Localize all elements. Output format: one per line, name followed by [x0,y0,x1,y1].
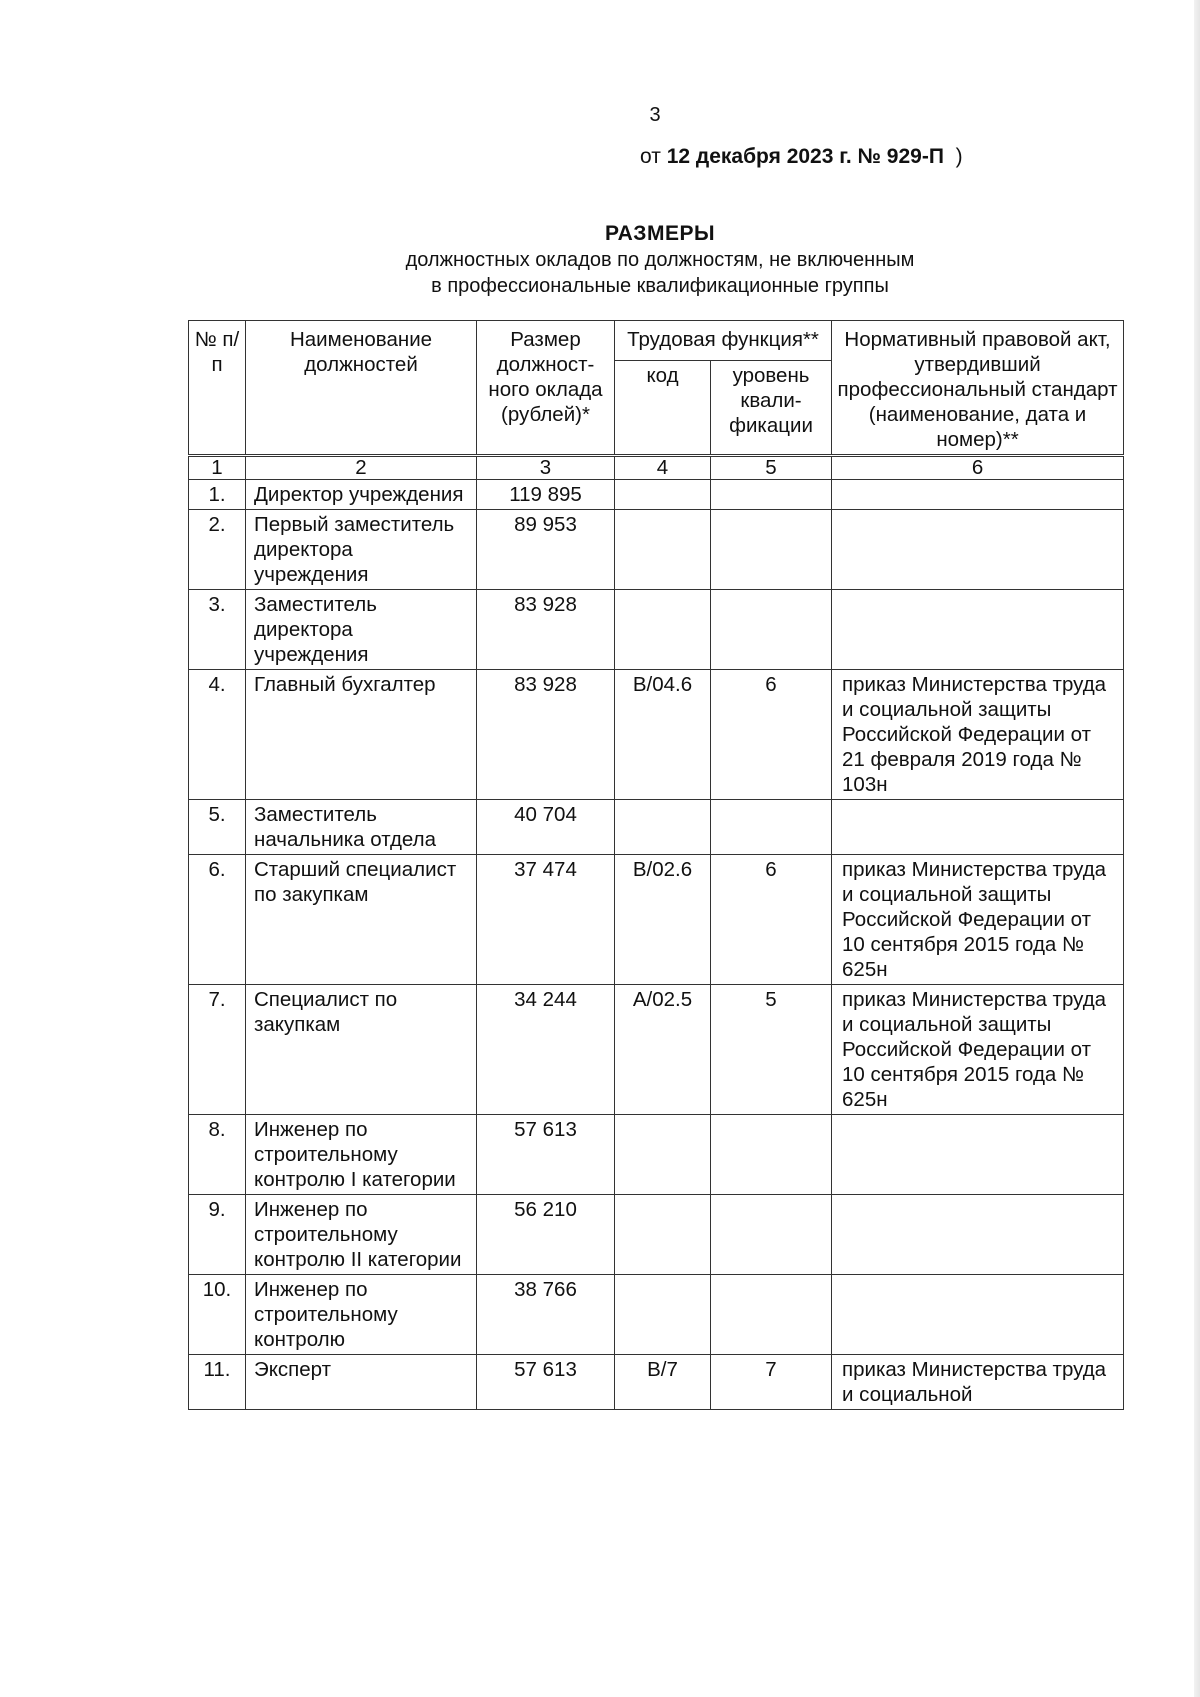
position-name: Эксперт [246,1355,477,1410]
position-name: Специалист по закупкам [246,985,477,1115]
regulatory-act [832,1115,1124,1195]
table-row [189,855,1124,985]
salary-table [188,320,1124,1410]
salary-amount: 57 613 [477,1115,615,1195]
regulatory-act [832,1275,1124,1355]
header-code: код [615,360,711,455]
ref-suffix: ) [955,145,963,168]
function-code [615,480,711,510]
row-number: 3. [189,590,246,670]
function-code: В/02.6 [615,855,711,985]
table-row [189,590,1124,670]
salary-amount: 83 928 [477,670,615,800]
regulatory-act [832,1195,1124,1275]
document-subtitle-line-1: должностных окладов по должностям, не включенным [405,249,915,271]
position-name: Инженер по строительному контролю I категории [246,1115,477,1195]
qualification-level [711,510,832,590]
salary-amount: 38 766 [477,1275,615,1355]
position-name: Инженер по строительному контролю II категории [246,1195,477,1275]
table-row [189,800,1124,855]
ref-date-number: 12 декабря 2023 г. № 929-П [666,145,944,168]
qualification-level: 5 [711,985,832,1115]
salary-amount: 56 210 [477,1195,615,1275]
qualification-level [711,1275,832,1355]
position-name: Директор учреждения [246,480,477,510]
document-reference [640,145,963,169]
salary-amount: 119 895 [477,480,615,510]
position-name: Заместитель директора учреждения [246,590,477,670]
table-row [189,670,1124,800]
regulatory-act: приказ Министерства труда и социальной [832,1355,1124,1410]
position-name: Инженер по строительному контролю [246,1275,477,1355]
row-number: 6. [189,855,246,985]
position-name: Главный бухгалтер [246,670,477,800]
regulatory-act [832,480,1124,510]
salary-amount: 40 704 [477,800,615,855]
table-row [189,480,1124,510]
position-name: Первый заместитель директора учреждения [246,510,477,590]
header-name: Наименование должностей [246,321,477,456]
document-subtitle-line-2: в профессиональные квалификационные группы [431,275,889,297]
column-number: 1 [189,456,246,480]
salary-amount: 37 474 [477,855,615,985]
qualification-level: 6 [711,670,832,800]
table-row [189,985,1124,1115]
function-code [615,1195,711,1275]
regulatory-act [832,510,1124,590]
qualification-level [711,800,832,855]
table-row [189,1355,1124,1410]
header-act: Нормативный правовой акт, утвердивший профессиональный стандарт (наименование, дата и номер)** [832,321,1124,456]
function-code: В/7 [615,1355,711,1410]
regulatory-act: приказ Министерства труда и социальной защиты Российской Федерации от 10 сентября 2015 года № 625н [832,855,1124,985]
regulatory-act: приказ Министерства труда и социальной защиты Российской Федерации от 10 сентября 2015 года № 625н [832,985,1124,1115]
page-number: 3 [649,104,661,126]
function-code [615,590,711,670]
column-number: 2 [246,456,477,480]
table-row [189,510,1124,590]
regulatory-act [832,800,1124,855]
row-number: 8. [189,1115,246,1195]
column-number: 3 [477,456,615,480]
table-row [189,1275,1124,1355]
row-number: 7. [189,985,246,1115]
header-num: № п/п [189,321,246,456]
column-numbers-row [189,456,1124,480]
title-block [260,221,1060,299]
row-number: 10. [189,1275,246,1355]
function-code: В/04.6 [615,670,711,800]
qualification-level: 7 [711,1355,832,1410]
table-header [189,321,1124,456]
function-code: А/02.5 [615,985,711,1115]
column-number: 6 [832,456,1124,480]
function-code [615,800,711,855]
qualification-level [711,480,832,510]
position-name: Старший специалист по закупкам [246,855,477,985]
header-labor-function: Трудовая функция** [615,321,832,361]
header-salary: Размер должност-ного оклада (рублей)* [477,321,615,456]
table-body [189,456,1124,1410]
regulatory-act [832,590,1124,670]
row-number: 11. [189,1355,246,1410]
page-edge [1194,0,1200,1697]
header-level: уровень квали-фикации [711,360,832,455]
salary-amount: 89 953 [477,510,615,590]
ref-prefix: от [640,145,661,168]
function-code [615,1275,711,1355]
document-title: РАЗМЕРЫ [604,222,716,245]
column-number: 5 [711,456,832,480]
qualification-level [711,590,832,670]
qualification-level: 6 [711,855,832,985]
row-number: 1. [189,480,246,510]
function-code [615,510,711,590]
row-number: 4. [189,670,246,800]
row-number: 9. [189,1195,246,1275]
salary-amount: 83 928 [477,590,615,670]
row-number: 5. [189,800,246,855]
column-number: 4 [615,456,711,480]
table-row [189,1195,1124,1275]
position-name: Заместитель начальника отдела [246,800,477,855]
salary-amount: 57 613 [477,1355,615,1410]
qualification-level [711,1115,832,1195]
qualification-level [711,1195,832,1275]
regulatory-act: приказ Министерства труда и социальной защиты Российской Федерации от 21 февраля 2019 года № 103н [832,670,1124,800]
table-row [189,1115,1124,1195]
salary-amount: 34 244 [477,985,615,1115]
function-code [615,1115,711,1195]
row-number: 2. [189,510,246,590]
